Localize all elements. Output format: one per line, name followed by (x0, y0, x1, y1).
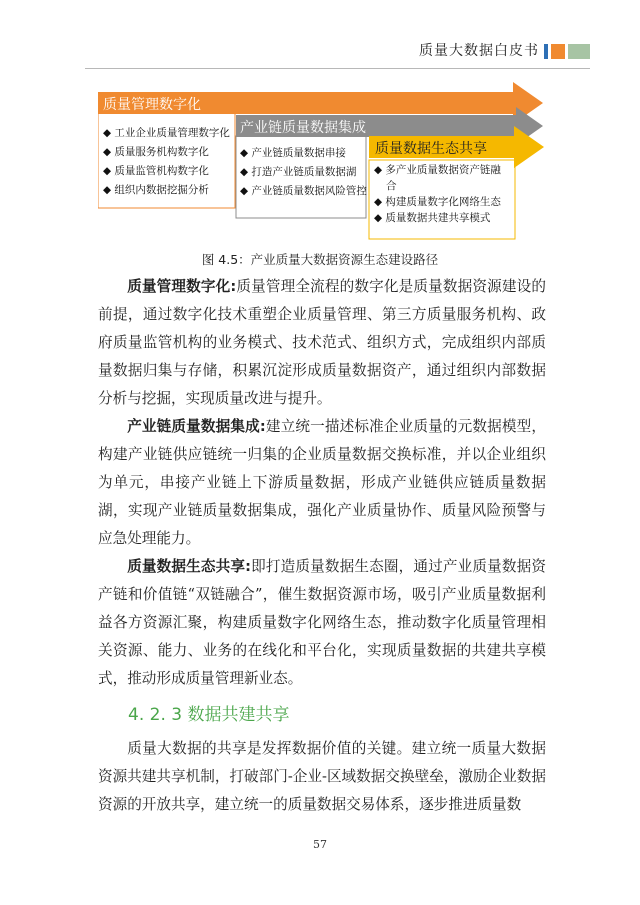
paragraph-quality-digitization (98, 273, 546, 413)
list-item: ◆ 产业链质量数据风险管控 (240, 185, 367, 197)
paragraph-lead: 质量管理数字化: (127, 278, 237, 295)
paragraph-lead: 质量数据生态共享: (127, 558, 252, 575)
header-accent-green (568, 44, 590, 59)
header-accent-orange (551, 44, 565, 59)
stage-2-items (240, 144, 367, 201)
paragraph-ecosystem-sharing (98, 553, 546, 693)
stage-3-items (374, 162, 501, 226)
page-number: 57 (313, 838, 327, 851)
paragraph-chain-integration (98, 413, 546, 553)
paragraph-text: 质量管理全流程的数字化是质量数据资源建设的前提，通过数字化技术重塑企业质量管理、第三方质量服务机构、政府质量监管机构的业务模式、技术范式、组织方式，完成组织内部质量数据归集与存储，积累沉淀形成质量数据资产，通过组织内部数据分析与挖掘，实现质量改进与提升。 (98, 278, 546, 407)
section-paragraph: 质量大数据的共享是发挥数据价值的关键。建立统一质量大数据资源共建共享机制，打破部门-企业-区域数据交换壁垒，激励企业数据资源的开放共享，建立统一的质量数据交易体系，逐步推进质量数 (98, 740, 546, 813)
figure-caption: 图 4.5：产业质量大数据资源生态建设路径 (201, 252, 439, 267)
roadmap-diagram (98, 80, 548, 240)
list-item: ◆ 工业企业质量管理数字化 (103, 127, 230, 139)
document-title: 质量大数据白皮书 (419, 43, 539, 59)
section-heading: 4. 2. 3 数据共建共享 (128, 705, 290, 725)
list-item: ◆ 质量服务机构数字化 (103, 146, 209, 158)
list-item-continuation: 合 (386, 180, 397, 192)
header-divider (85, 68, 590, 69)
stage-1-title: 质量管理数字化 (103, 97, 201, 113)
stage-3-title: 质量数据生态共享 (375, 141, 487, 157)
list-item: ◆ 多产业质量数据资产链融 (374, 164, 501, 176)
list-item: ◆ 打造产业链质量数据湖 (240, 166, 357, 178)
list-item: ◆ 构建质量数字化网络生态 (374, 196, 501, 208)
list-item: ◆ 质量监管机构数字化 (103, 165, 209, 177)
stage-2-title: 产业链质量数据集成 (240, 120, 366, 136)
list-item: ◆ 产业链质量数据串接 (240, 147, 346, 159)
stage-1-items (103, 124, 230, 200)
list-item: ◆ 质量数据共建共享模式 (374, 212, 491, 224)
list-item: ◆ 组织内数据挖掘分析 (103, 184, 209, 196)
header-accent-blue (544, 44, 548, 59)
paragraph-text: 即打造质量数据生态圈，通过产业质量数据资产链和价值链“双链融合”，催生数据资源市场，吸引产业质量数据利益各方资源汇聚，构建质量数字化网络生态，推动数字化质量管理相关资源、能力、业务的在线化和平台化，实现质量数据的共建共享模式，推动形成质量管理新业态。 (98, 558, 546, 687)
paragraph-lead: 产业链质量数据集成: (127, 418, 266, 435)
paragraph-text: 建立统一描述标准企业质量的元数据模型，构建产业链供应链统一归集的企业质量数据交换标准，并以企业组织为单元，串接产业链上下游质量数据，形成产业链供应链质量数据湖，实现产业链质量数据集成，强化产业质量协作、质量风险预警与应急处理能力。 (98, 418, 546, 547)
